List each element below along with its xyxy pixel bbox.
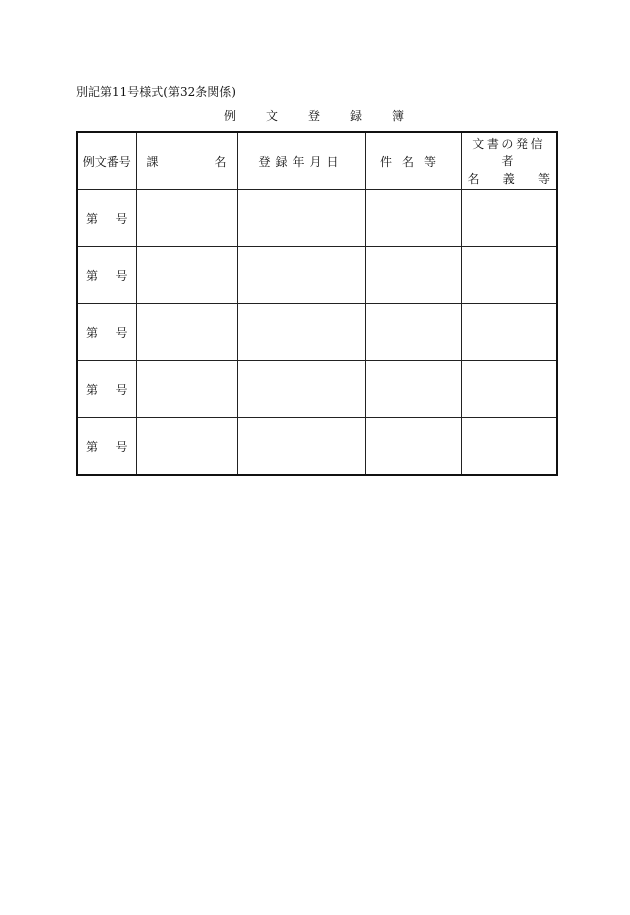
example-number-cell[interactable] [77,190,136,247]
section-cell[interactable] [136,190,237,247]
example-number-cell[interactable] [77,247,136,304]
subject-cell[interactable] [365,418,461,476]
number-suffix: 号 [115,211,128,226]
header-section-char: 課 [146,154,159,169]
table-row [77,190,557,247]
header-sender-char: 等 [537,172,550,186]
sender-cell[interactable] [461,304,557,361]
registration-date-cell[interactable] [237,418,365,476]
subject-cell[interactable] [365,247,461,304]
sender-cell[interactable] [461,247,557,304]
header-sender-line2 [468,170,551,187]
number-suffix: 号 [115,382,128,397]
subject-cell[interactable] [365,361,461,418]
sender-cell[interactable] [461,190,557,247]
number-suffix: 号 [115,439,128,454]
number-prefix: 第 [86,211,99,226]
title-char: 簿 [391,109,404,123]
register-table [76,131,558,476]
example-number-cell[interactable] [77,418,136,476]
header-section-char: 名 [214,154,227,169]
header-example-number [77,132,136,190]
section-cell[interactable] [136,247,237,304]
section-cell[interactable] [136,304,237,361]
number-prefix: 第 [86,382,99,397]
title-char: 録 [349,109,362,123]
header-subject [365,132,461,190]
registration-date-cell[interactable] [237,247,365,304]
document-title [224,107,404,124]
sender-cell[interactable] [461,361,557,418]
table-row [77,304,557,361]
subject-cell[interactable] [365,304,461,361]
table-row [77,418,557,476]
registration-date-cell[interactable] [237,190,365,247]
title-char: 文 [265,109,278,123]
header-row [77,132,557,190]
number-prefix: 第 [86,325,99,340]
header-registration-date [237,132,365,190]
section-cell[interactable] [136,361,237,418]
title-char: 例 [224,109,237,123]
number-suffix: 号 [115,268,128,283]
registration-date-cell[interactable] [237,304,365,361]
header-sender-char: 名 [467,172,480,186]
header-example-number-label: 例文番号 [82,154,131,169]
table-row [77,361,557,418]
sender-cell[interactable] [461,418,557,476]
header-sender [461,132,557,190]
header-sender-line1: 文書の発信者 [472,137,546,168]
example-number-cell[interactable] [77,361,136,418]
header-subject-label: 件名等 [379,154,446,169]
number-prefix: 第 [86,439,99,454]
section-cell[interactable] [136,418,237,476]
subject-cell[interactable] [365,190,461,247]
registration-date-cell[interactable] [237,361,365,418]
header-registration-date-label: 登録年月日 [258,154,344,169]
example-number-cell[interactable] [77,304,136,361]
title-char: 登 [307,109,320,123]
form-label: 別記第11号様式(第32条関係) [76,85,236,99]
header-sender-char: 義 [502,172,515,186]
number-prefix: 第 [86,268,99,283]
header-section [136,132,237,190]
table-row [77,247,557,304]
number-suffix: 号 [115,325,128,340]
